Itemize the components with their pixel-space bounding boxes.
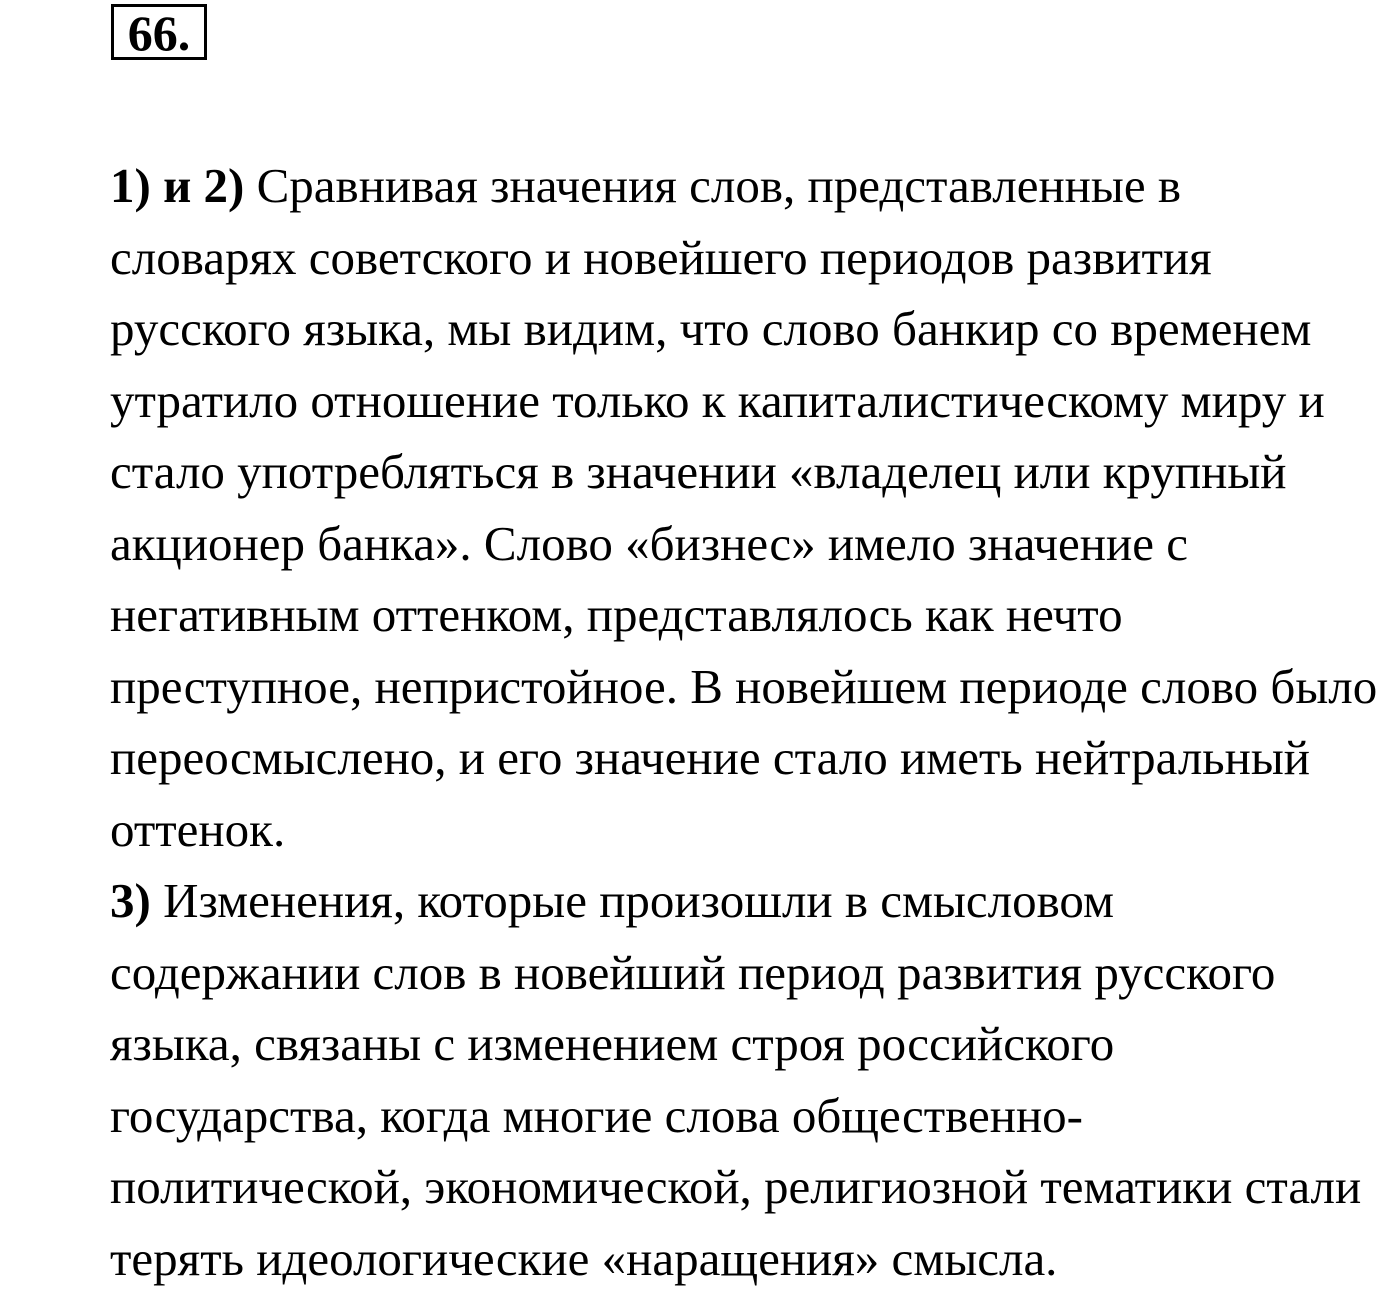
paragraph-1-line: утратило отношение только к капиталистическому миру и: [6, 365, 1398, 437]
paragraph-2-line: Изменения, которые произошли в смысловом: [151, 873, 1114, 928]
paragraph-2-line: содержании слов в новейший период развития русского: [6, 937, 1398, 1009]
paragraph-2: [6, 865, 1398, 1294]
paragraph-1-marker: 1) и 2): [110, 158, 244, 213]
paragraph-2-line: государства, когда многие слова общественно-: [6, 1080, 1398, 1152]
paragraph-1-line: переосмыслено, и его значение стало иметь нейтральный: [6, 722, 1398, 794]
answer-text: [6, 150, 1398, 1294]
paragraph-1: [6, 150, 1398, 865]
task-number: 66.: [128, 5, 191, 61]
paragraph-1-line: Сравнивая значения слов, представленные в: [244, 158, 1181, 213]
paragraph-1-line: русского языка, мы видим, что слово банкир со временем: [6, 293, 1398, 365]
paragraph-1-line: преступное, непристойное. В новейшем периоде слово было: [6, 651, 1398, 723]
paragraph-1-line: стало употребляться в значении «владелец или крупный: [6, 436, 1398, 508]
paragraph-1-line: оттенок.: [6, 794, 1398, 866]
paragraph-2-marker: 3): [110, 873, 151, 928]
paragraph-1-line: акционер банка». Слово «бизнес» имело значение с: [6, 508, 1398, 580]
paragraph-1-line: негативным оттенком, представлялось как нечто: [6, 579, 1398, 651]
task-number-box: [111, 4, 207, 60]
paragraph-2-line: политической, экономической, религиозной тематики стали: [6, 1151, 1398, 1223]
paragraph-2-line: терять идеологические «наращения» смысла.: [6, 1223, 1398, 1294]
paragraph-2-line: языка, связаны с изменением строя российского: [6, 1008, 1398, 1080]
paragraph-1-line: словарях советского и новейшего периодов развития: [6, 222, 1398, 294]
